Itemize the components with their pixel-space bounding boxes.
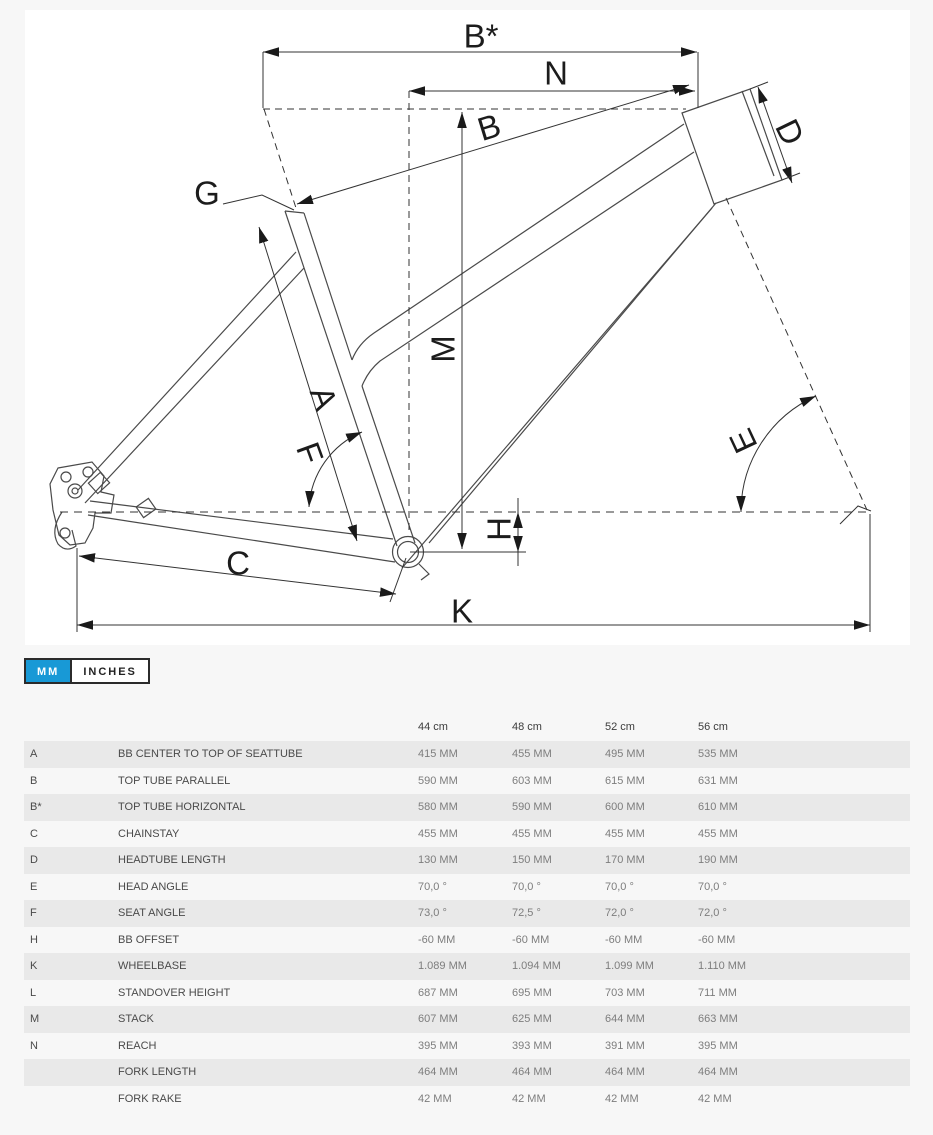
row-value: 535 MM bbox=[698, 748, 738, 761]
row-name: FORK RAKE bbox=[118, 1092, 182, 1105]
row-letter: L bbox=[30, 986, 37, 999]
geometry-table-body bbox=[24, 741, 910, 1112]
table-row bbox=[24, 927, 910, 954]
diagram-canvas bbox=[25, 10, 910, 645]
label-headtube-length: D bbox=[768, 113, 812, 151]
row-value: 455 MM bbox=[418, 827, 458, 840]
row-value: 391 MM bbox=[605, 1039, 645, 1052]
row-name: SEAT ANGLE bbox=[118, 907, 186, 920]
label-top-tube-horizontal: B* bbox=[463, 17, 499, 55]
table-row bbox=[24, 1033, 910, 1060]
table-row bbox=[24, 953, 910, 980]
row-value: 395 MM bbox=[418, 1039, 458, 1052]
row-value: -60 MM bbox=[698, 933, 736, 946]
row-value: 603 MM bbox=[512, 774, 552, 787]
row-value: 703 MM bbox=[605, 986, 645, 999]
row-value: 70,0 ° bbox=[512, 880, 541, 893]
row-value: 395 MM bbox=[698, 1039, 738, 1052]
label-chainstay: C bbox=[226, 544, 250, 582]
row-value: 1.110 MM bbox=[698, 960, 747, 973]
row-value: 1.094 MM bbox=[512, 960, 561, 973]
row-value: 73,0 ° bbox=[418, 907, 447, 920]
label-bb-to-seattube-top: A bbox=[302, 381, 346, 415]
table-row bbox=[24, 741, 910, 768]
row-name: BB CENTER TO TOP OF SEATTUBE bbox=[118, 748, 303, 761]
table-row bbox=[24, 900, 910, 927]
row-value: 1.089 MM bbox=[418, 960, 467, 973]
row-name: TOP TUBE HORIZONTAL bbox=[118, 801, 246, 814]
row-value: 42 MM bbox=[418, 1092, 452, 1105]
table-row bbox=[24, 1059, 910, 1086]
label-seattube-top: G bbox=[194, 174, 220, 212]
row-value: 464 MM bbox=[418, 1066, 458, 1079]
table-row bbox=[24, 1006, 910, 1033]
row-letter: N bbox=[30, 1039, 38, 1052]
row-value: 590 MM bbox=[512, 801, 552, 814]
row-letter: C bbox=[30, 827, 38, 840]
row-value: 615 MM bbox=[605, 774, 645, 787]
row-name: WHEELBASE bbox=[118, 960, 187, 973]
row-value: 393 MM bbox=[512, 1039, 552, 1052]
row-letter: A bbox=[30, 748, 38, 761]
row-value: 464 MM bbox=[698, 1066, 738, 1079]
row-name: REACH bbox=[118, 1039, 157, 1052]
row-value: 631 MM bbox=[698, 774, 738, 787]
label-wheelbase: K bbox=[450, 592, 474, 630]
row-value: 644 MM bbox=[605, 1013, 645, 1026]
row-name: TOP TUBE PARALLEL bbox=[118, 774, 231, 787]
row-value: 695 MM bbox=[512, 986, 552, 999]
row-value: 687 MM bbox=[418, 986, 458, 999]
row-value: 1.099 MM bbox=[605, 960, 654, 973]
label-reach: N bbox=[544, 54, 568, 92]
row-value: 70,0 ° bbox=[418, 880, 447, 893]
row-value: -60 MM bbox=[512, 933, 550, 946]
row-value: 42 MM bbox=[605, 1092, 639, 1105]
table-row bbox=[24, 847, 910, 874]
row-value: 455 MM bbox=[605, 827, 645, 840]
table-row bbox=[24, 821, 910, 848]
table-row bbox=[24, 1086, 910, 1113]
label-head-angle: E bbox=[721, 423, 765, 459]
size-column-header: 44 cm bbox=[418, 720, 448, 733]
row-value: 130 MM bbox=[418, 854, 458, 867]
table-row bbox=[24, 874, 910, 901]
row-value: 190 MM bbox=[698, 854, 738, 867]
row-value: 464 MM bbox=[512, 1066, 552, 1079]
row-name: STANDOVER HEIGHT bbox=[118, 986, 231, 999]
row-value: 663 MM bbox=[698, 1013, 738, 1026]
label-bb-offset: H bbox=[480, 517, 518, 541]
row-letter: H bbox=[30, 933, 38, 946]
unit-toggle bbox=[24, 658, 150, 684]
row-value: 42 MM bbox=[698, 1092, 732, 1105]
row-name: CHAINSTAY bbox=[118, 827, 180, 840]
row-value: 464 MM bbox=[605, 1066, 645, 1079]
table-row bbox=[24, 768, 910, 795]
row-letter: F bbox=[30, 907, 37, 920]
size-column-header: 56 cm bbox=[698, 720, 728, 733]
row-value: 495 MM bbox=[605, 748, 645, 761]
table-row bbox=[24, 980, 910, 1007]
size-column-header: 52 cm bbox=[605, 720, 635, 733]
row-value: 625 MM bbox=[512, 1013, 552, 1026]
toggle-inches-button[interactable]: INCHES bbox=[70, 660, 148, 682]
row-value: 600 MM bbox=[605, 801, 645, 814]
row-letter: M bbox=[30, 1013, 40, 1026]
row-value: 42 MM bbox=[512, 1092, 546, 1105]
row-value: 70,0 ° bbox=[698, 880, 727, 893]
row-name: HEAD ANGLE bbox=[118, 880, 189, 893]
row-value: 580 MM bbox=[418, 801, 458, 814]
label-stack: M bbox=[424, 335, 462, 363]
label-top-tube-parallel: B bbox=[473, 106, 505, 148]
row-value: 72,0 ° bbox=[698, 907, 727, 920]
row-letter: E bbox=[30, 880, 38, 893]
row-value: 415 MM bbox=[418, 748, 458, 761]
row-value: 70,0 ° bbox=[605, 880, 634, 893]
row-name: BB OFFSET bbox=[118, 933, 180, 946]
row-value: 150 MM bbox=[512, 854, 552, 867]
row-value: 455 MM bbox=[512, 748, 552, 761]
row-value: 590 MM bbox=[418, 774, 458, 787]
row-value: 607 MM bbox=[418, 1013, 458, 1026]
table-row bbox=[24, 794, 910, 821]
row-value: 72,5 ° bbox=[512, 907, 541, 920]
label-seat-angle: F bbox=[289, 437, 331, 469]
row-value: 170 MM bbox=[605, 854, 645, 867]
row-name: HEADTUBE LENGTH bbox=[118, 854, 226, 867]
geometry-table bbox=[24, 712, 910, 1112]
toggle-mm-button[interactable]: MM bbox=[26, 660, 70, 682]
row-letter: B* bbox=[30, 801, 42, 814]
row-value: 455 MM bbox=[512, 827, 552, 840]
row-name: FORK LENGTH bbox=[118, 1066, 197, 1079]
row-value: 610 MM bbox=[698, 801, 738, 814]
row-name: STACK bbox=[118, 1013, 154, 1026]
row-value: 72,0 ° bbox=[605, 907, 634, 920]
row-letter: D bbox=[30, 854, 38, 867]
row-letter: B bbox=[30, 774, 38, 787]
row-value: 455 MM bbox=[698, 827, 738, 840]
row-value: -60 MM bbox=[418, 933, 456, 946]
row-value: -60 MM bbox=[605, 933, 643, 946]
geometry-table-header bbox=[24, 712, 910, 741]
size-column-header: 48 cm bbox=[512, 720, 542, 733]
row-value: 711 MM bbox=[698, 986, 737, 999]
row-letter: K bbox=[30, 960, 38, 973]
